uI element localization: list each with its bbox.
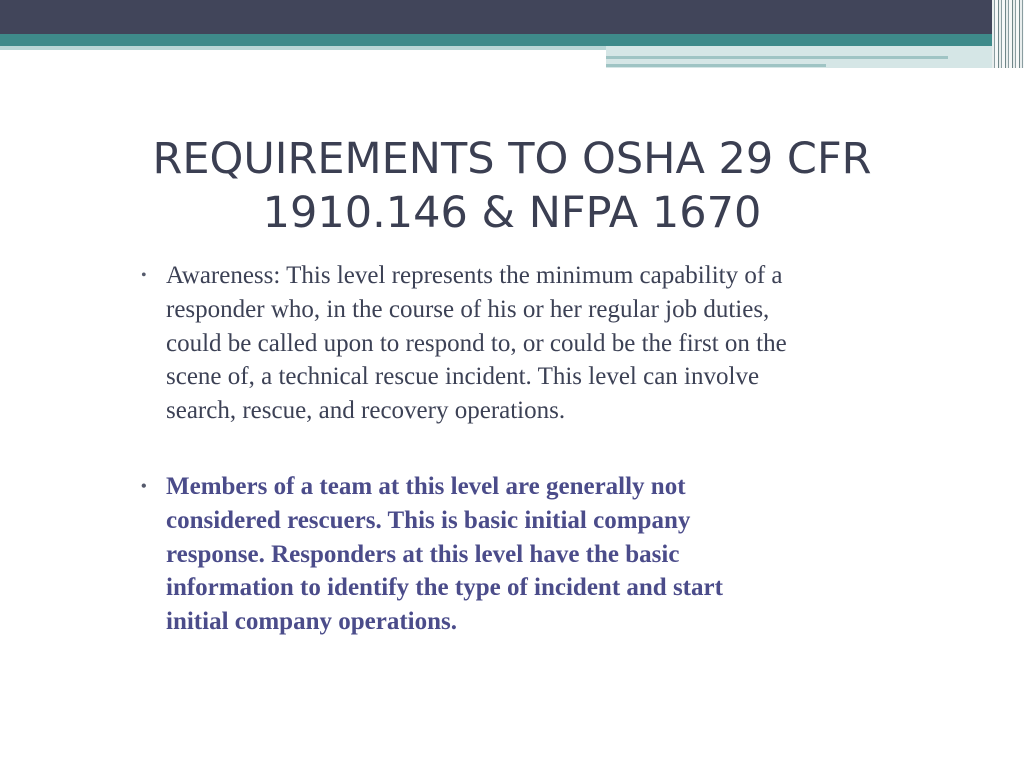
header-dark-band [0, 0, 1024, 34]
bullet-line: Awareness: This level represents the minimum capability of a [166, 262, 783, 289]
bullet-marker: • [141, 267, 147, 284]
slide-body [138, 259, 958, 639]
bullet-members [138, 470, 958, 639]
header-pale-line [0, 46, 606, 50]
bullet-awareness [138, 259, 958, 428]
bullet-line: could be called upon to respond to, or could be the first on the [166, 329, 787, 357]
bullet-line: response. Responders at this level have the basic [166, 540, 680, 568]
bullet-line: initial company operations. [166, 608, 457, 636]
slide-title [80, 132, 944, 240]
header-accent-line [606, 64, 826, 67]
bullet-line: search, rescue, and recovery operations. [166, 397, 566, 425]
bullet-line: responder who, in the course of his or her regular job duties, [166, 295, 770, 323]
bullet-marker: • [141, 477, 147, 495]
bullet-line: information to identify the type of incident and start [166, 574, 723, 602]
slide-title-line: 1910.146 & NFPA 1670 [262, 188, 762, 238]
bullet-line: Members of a team at this level are generally not [166, 472, 686, 500]
slide-title-line: REQUIREMENTS TO OSHA 29 CFR [152, 134, 872, 184]
bullet-line: considered rescuers. This is basic initial company [166, 506, 691, 534]
bullet-line: scene of, a technical rescue incident. This level can involve [166, 363, 760, 391]
header-teal-band [0, 34, 1024, 46]
header-stripes-decoration [992, 0, 1024, 68]
header-accent-line [606, 56, 948, 59]
